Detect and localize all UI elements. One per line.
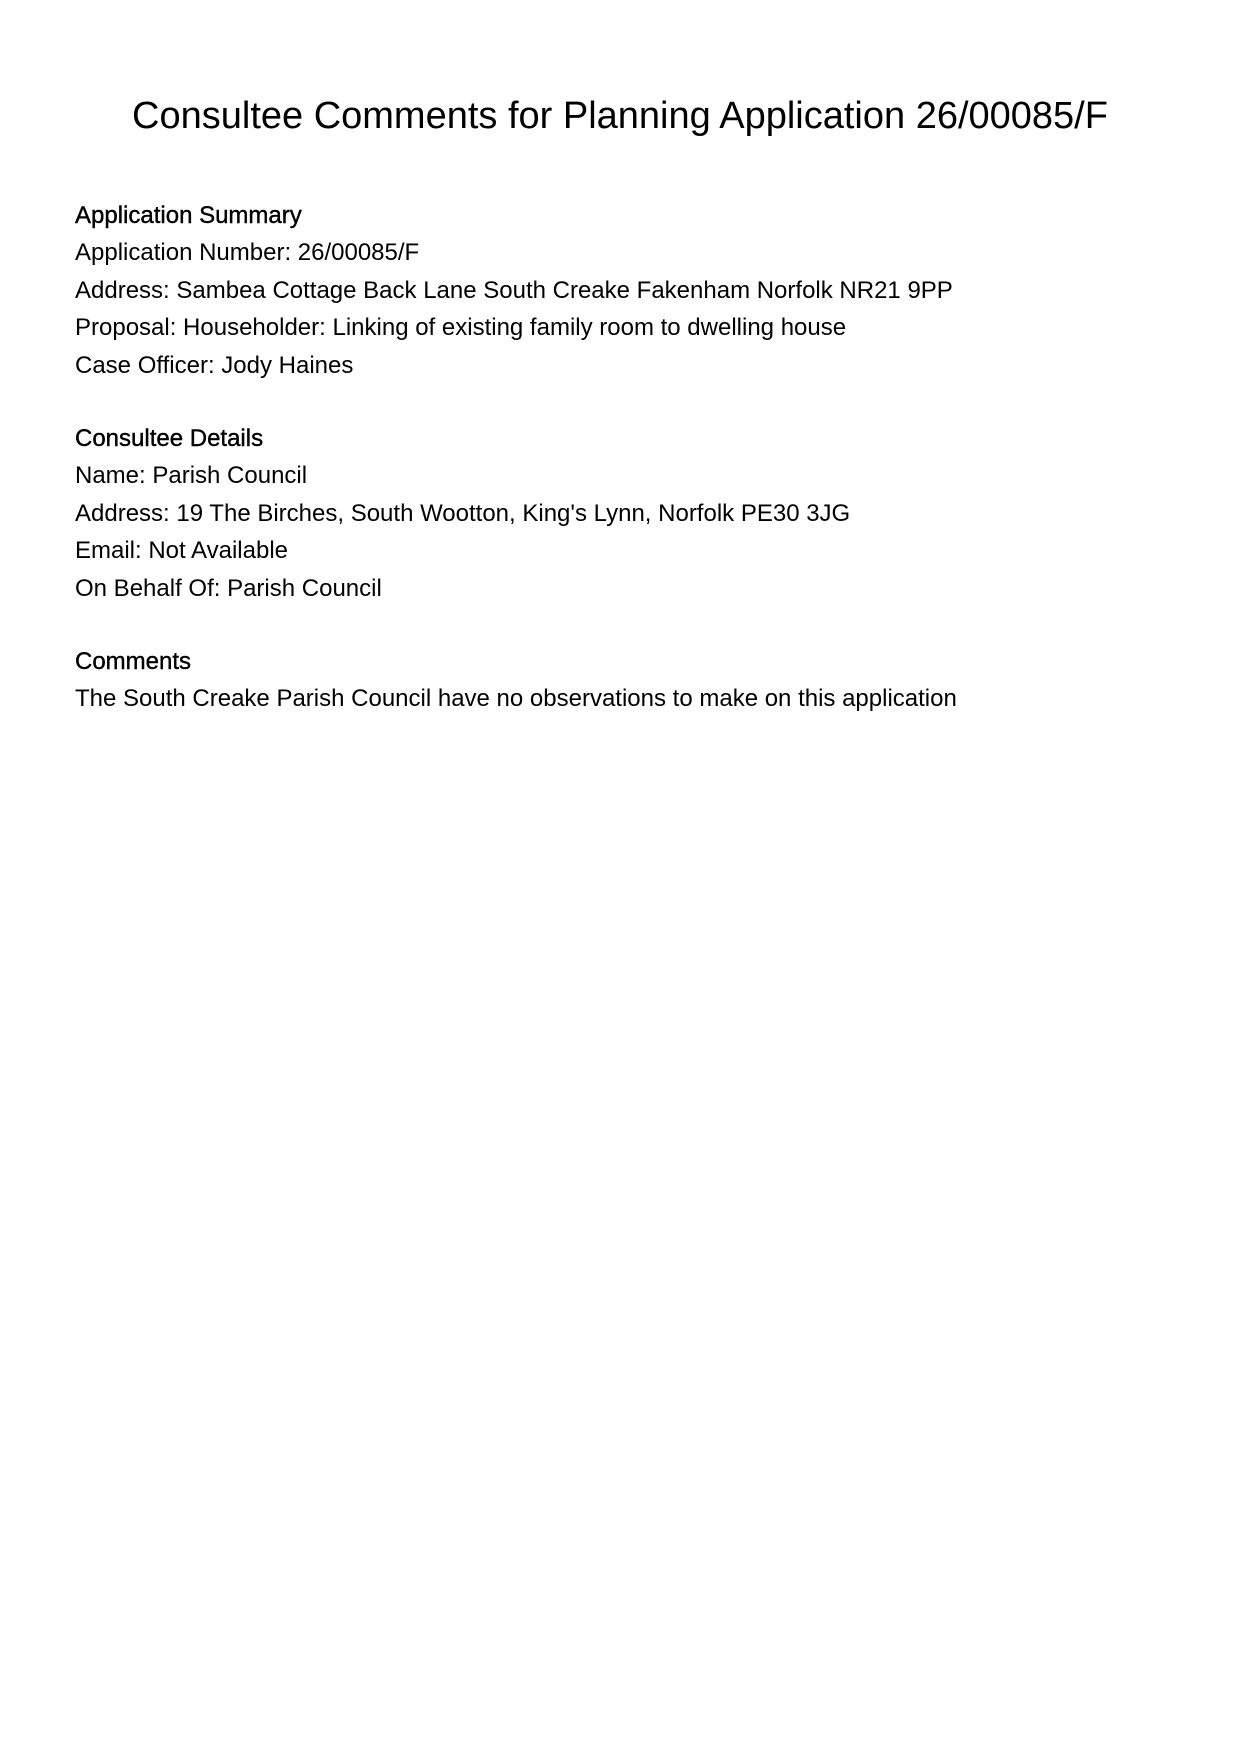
consultee-email: Email: Not Available (75, 537, 288, 564)
comments-heading: Comments (75, 648, 192, 675)
application-address: Address: Sambea Cottage Back Lane South Creake Fakenham Norfolk NR21 9PP (75, 276, 953, 304)
comments-text: The South Creake Parish Council have no observations to make on this application (75, 685, 957, 712)
consultee-details-heading: Consultee Details (75, 425, 264, 452)
application-number: Application Number: 26/00085/F (75, 239, 420, 266)
comments-section (75, 644, 1175, 718)
consultee-details-section (75, 421, 1175, 607)
application-proposal: Proposal: Householder: Linking of existing family room to dwelling house (75, 314, 847, 341)
consultee-address: Address: 19 The Birches, South Wootton, King's Lynn, Norfolk PE30 3JG (75, 499, 851, 527)
document-title: Consultee Comments for Planning Application 26/00085/F (132, 95, 1108, 137)
consultee-on-behalf-of: On Behalf Of: Parish Council (75, 574, 382, 602)
consultee-name: Name: Parish Council (75, 462, 308, 489)
application-summary-section (75, 198, 1175, 384)
document-body (75, 198, 1175, 755)
application-summary-heading: Application Summary (75, 202, 302, 229)
case-officer: Case Officer: Jody Haines (75, 351, 354, 379)
